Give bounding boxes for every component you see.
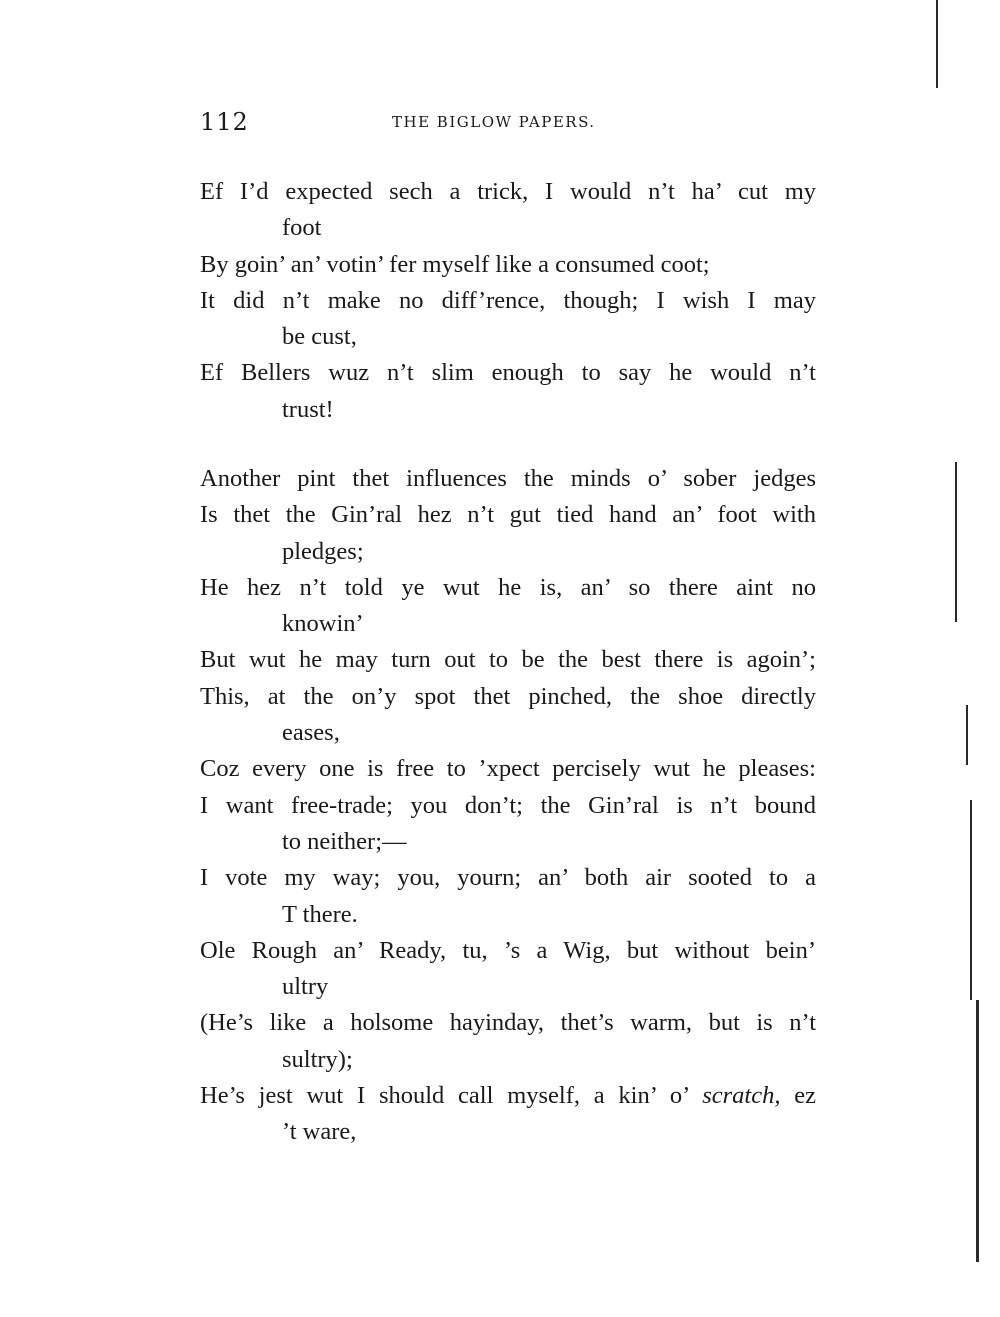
scan-edge-mark [955,462,957,622]
verse-italic-word: scratch, [702,1082,781,1110]
scan-edge-mark [936,0,938,88]
verse-text: Ef I’d expected sech a trick, I would n’t ha’ cut my [200,178,816,205]
verse-text: ez [780,1082,817,1110]
verse-line-continuation [200,606,816,642]
verse-line [200,860,816,896]
verse-line [200,283,816,319]
verse-text: He’s jest wut I should call myself, a kin’ o’ [200,1082,689,1110]
verse-text: I want free-trade; you don’t; the Gin’ral is n’t bound [200,791,816,819]
verse-text: T there. [282,900,358,928]
verse-line [200,933,816,969]
verse-text: sultry); [282,1045,353,1073]
verse-text: By goin’ an’ votin’ fer myself like a consumed coot; [200,250,710,278]
verse-line [200,1005,816,1041]
verse-text: ’t ware, [282,1118,357,1146]
verse-text: eases, [282,719,340,747]
verse-text: Coz every one is free to ’xpect percisely wut he pleases: [200,755,816,783]
verse-text: foot [282,214,322,242]
verse-line-continuation [200,715,816,751]
verse-text: knowin’ [282,610,364,638]
verse-line [200,751,816,787]
verse-line [200,247,816,283]
verse-line-continuation [200,210,816,246]
running-title: THE BIGLOW PAPERS. [392,113,596,131]
verse-text: Ef Bellers wuz n’t slim enough to say he would n’t [200,359,816,387]
verse-line [200,788,816,824]
scan-edge-mark [976,1000,979,1262]
verse-text: Is thet the Gin’ral hez n’t gut tied hand an’ foot with [200,501,816,529]
verse-text: Ole Rough an’ Ready, tu, ’s a Wig, but without bein’ [200,936,816,964]
verse-line [200,1078,816,1114]
verse-text: But wut he may turn out to be the best there is agoin’; [200,646,816,674]
verse-line [200,570,816,606]
verse-text: be cust, [282,323,357,351]
verse-line-continuation [200,319,816,355]
verse-text: I vote my way; you, yourn; an’ both air sooted to a [200,864,816,892]
verse-line-continuation [200,534,816,570]
scan-edge-mark [970,800,972,1000]
page-number: 112 [200,108,249,136]
verse-text: to neither;— [282,827,407,855]
verse-line-continuation [200,824,816,860]
verse-text: This, at the on’y spot thet pinched, the shoe directly [200,682,816,710]
verse-line-continuation [200,1042,816,1078]
verse-line-continuation [200,969,816,1005]
verse-line-continuation [200,392,816,428]
verse-text: Another pint thet influences the minds o’ sober jedges [200,465,816,492]
scan-edge-mark [966,705,968,765]
verse-text: trust! [282,395,334,423]
verse-text: It did n’t make no diff’rence, though; I wish I may [200,286,816,314]
verse-line-continuation [200,1114,816,1150]
verse-line [200,461,816,497]
stanza-2 [200,461,816,1151]
verse-text: pledges; [282,537,364,565]
verse-line [200,679,816,715]
verse-line-continuation [200,897,816,933]
verse-line [200,174,816,210]
verse-line [200,497,816,533]
stanza-1 [200,174,816,428]
verse-line [200,642,816,678]
verse-text: ultry [282,973,329,1001]
verse-text: (He’s like a holsome hayinday, thet’s warm, but is n’t [200,1009,816,1037]
verse-line [200,355,816,391]
verse-text: He hez n’t told ye wut he is, an’ so there aint no [200,573,816,601]
